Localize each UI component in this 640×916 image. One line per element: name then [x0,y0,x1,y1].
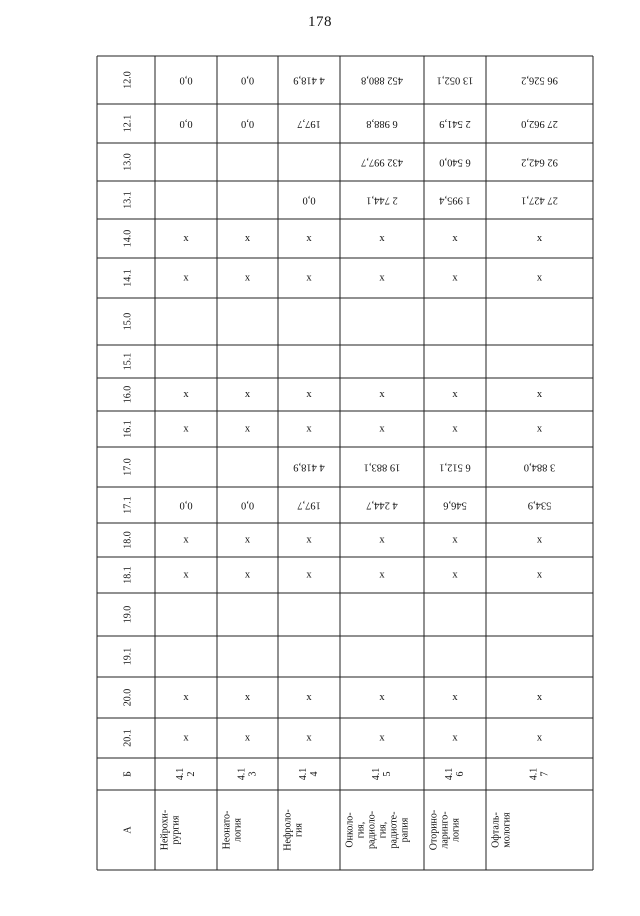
table-cell-value: 6 540,0 [439,156,471,168]
x-mark: x [306,233,312,244]
x-mark: x [452,534,458,546]
column-header-17-0: 17.0 [122,458,134,476]
table-cell-value: 432 997,7 [361,156,403,168]
table-cell-value: 27 962,0 [521,118,558,129]
x-mark: x [306,272,312,284]
row-specialty-name: логия [450,817,462,843]
x-mark: x [183,569,189,581]
row-specialty-name: гия [293,822,305,838]
row-code-line: 3 [247,771,259,777]
table-cell-value: 6 988,8 [366,118,398,129]
x-mark: x [306,569,312,581]
x-mark: x [244,233,251,244]
column-header-20-1: 20.1 [122,729,134,747]
table-cell-value: 0,0 [240,118,255,129]
x-mark: x [379,233,385,244]
row-code-line: 6 [455,771,466,777]
table-cell-value: 0,0 [179,499,193,511]
x-mark: x [452,732,458,744]
x-mark: x [536,732,543,744]
table-cell-value: 92 642,2 [521,156,558,168]
row-code-line: 4.1 [175,767,186,781]
row-specialty-name: Онколо- [344,812,356,848]
table-cell-value: 19 883,1 [363,461,401,473]
table-cell-value: 3 884,0 [523,461,556,473]
table-cell-value: 4 418,9 [293,74,325,86]
table-cell-value: 0,0 [240,74,255,86]
x-mark: x [244,423,251,435]
x-mark: x [244,732,251,744]
x-mark: x [379,272,385,284]
column-header-12-1: 12.1 [122,114,134,133]
x-mark: x [183,272,189,284]
x-mark: x [183,692,189,703]
x-mark: x [379,569,385,581]
row-specialty-name: ларинго- [439,811,451,849]
table-cell-value: 4 244,7 [366,499,398,511]
corner-header-a: А [122,826,134,834]
column-header-17-1: 17.1 [122,496,134,514]
row-code-line: 4.1 [298,767,309,781]
x-mark: x [244,692,251,703]
table-cell-value: 1 995,4 [439,194,471,206]
column-header-19-1: 19.1 [122,647,134,666]
x-mark: x [306,732,312,744]
column-header-15-1: 15.1 [122,352,134,371]
x-mark: x [183,423,189,435]
table-cell-value: 4 418,9 [293,461,325,473]
row-code-line: 2 [186,771,197,777]
table-cell-value: 96 526,2 [521,74,558,86]
table-cell-value: 534,9 [527,499,552,511]
row-specialty-name: Нефроло- [282,809,294,851]
x-mark: x [379,692,385,703]
x-mark: x [183,389,189,400]
row-code-line: 4 [309,771,320,777]
row-specialty-name: радиоте- [388,811,400,849]
x-mark: x [452,389,458,400]
table-cell-value: 197,7 [297,118,321,129]
row-specialty-name: гия, [355,821,367,839]
column-header-19-0: 19.0 [122,605,134,624]
table-cell-value: 0,0 [302,194,316,206]
table-cell-value: 2 541,9 [439,118,471,129]
x-mark: x [452,423,458,435]
table-cell-value: 0,0 [179,74,193,86]
row-code-line: 5 [382,771,393,777]
column-header-15-0: 15.0 [122,312,134,331]
x-mark: x [452,233,458,244]
table-grid [97,56,593,870]
x-mark: x [306,389,312,400]
row-code-line: 4.1 [371,767,382,781]
x-mark: x [244,389,251,400]
x-mark: x [379,534,385,546]
x-mark: x [452,569,458,581]
x-mark: x [244,534,251,546]
row-code-line: 4.1 [236,767,248,781]
table-cell-value: 13 052,1 [436,74,474,86]
table-cell-value: 0,0 [240,499,255,511]
column-header-16-1: 16.1 [122,420,134,438]
x-mark: x [452,692,458,703]
row-specialty-name: радиоло- [366,810,378,850]
column-header-12-0: 12.0 [122,71,134,89]
corner-header-b: Б [122,771,134,777]
x-mark: x [306,423,312,435]
x-mark: x [183,732,189,744]
x-mark: x [244,569,251,581]
x-mark: x [379,732,385,744]
row-code-line: 4.1 [528,767,540,781]
row-specialty-name: логия [232,817,244,843]
table-cell-value: 0,0 [179,118,193,129]
row-specialty-name: мология [501,812,513,848]
row-specialty-name: Офталь- [490,812,502,848]
x-mark: x [536,534,543,546]
table-cell-value: 546,6 [443,499,467,511]
row-specialty-name: рургия [170,815,182,845]
row-specialty-name: Нейрохи- [159,809,171,851]
row-specialty-name: Неонато- [221,810,233,850]
x-mark: x [379,423,385,435]
x-mark: x [536,423,543,435]
column-header-18-1: 18.1 [122,566,134,584]
x-mark: x [244,272,251,284]
x-mark: x [183,233,189,244]
column-header-20-0: 20.0 [122,688,134,707]
column-header-13-1: 13.1 [122,191,134,209]
x-mark: x [536,389,543,400]
table-cell-value: 197,7 [297,499,321,511]
x-mark: x [379,389,385,400]
row-specialty-name: гия, [377,821,389,839]
table-cell-value: 452 880,8 [361,74,403,86]
x-mark: x [536,692,543,703]
x-mark: x [452,272,458,284]
column-header-14-1: 14.1 [122,269,134,287]
column-header-14-0: 14.0 [122,229,134,248]
row-specialty-name: Оторино- [428,809,440,851]
x-mark: x [536,233,543,244]
column-header-18-0: 18.0 [122,531,134,549]
x-mark: x [306,692,312,703]
x-mark: x [306,534,312,546]
table-cell-value: 27 427,1 [521,194,558,206]
table-cell-value: 2 744,1 [366,194,398,206]
x-mark: x [536,272,543,284]
column-header-16-0: 16.0 [122,385,134,404]
column-header-13-0: 13.0 [122,153,134,171]
page-number: 178 [308,14,332,30]
x-mark: x [183,534,189,546]
x-mark: x [536,569,543,581]
row-code-line: 4.1 [444,767,455,781]
row-specialty-name: рапия [399,817,411,843]
table-cell-value: 6 512,1 [439,461,471,473]
row-code-line: 7 [539,771,551,777]
